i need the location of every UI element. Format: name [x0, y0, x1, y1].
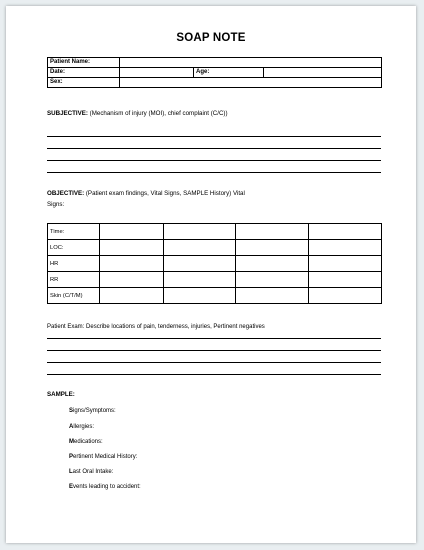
sample-item-letter: S [69, 408, 74, 414]
document-page [6, 6, 416, 543]
vitals-cell[interactable] [164, 288, 236, 304]
sample-item-text: ast Oral Intake: [72, 469, 114, 475]
vitals-cell[interactable] [164, 240, 236, 256]
vitals-cell[interactable] [236, 240, 309, 256]
patient-name-field[interactable] [120, 58, 382, 68]
sample-item-text: edications: [74, 439, 103, 445]
vitals-cell[interactable] [164, 224, 236, 240]
sample-letter: S [47, 391, 52, 398]
patient-exam-label: Patient Exam: Describe locations of pain, tenderness, injuries, Pertinent negatives [47, 324, 265, 330]
document-title: SOAP NOTE [176, 32, 246, 44]
vitals-cell[interactable] [164, 256, 236, 272]
vitals-row-label: Skin (C/T/M) [48, 288, 100, 304]
patient-exam-line[interactable] [47, 362, 381, 363]
sample-item-letter: M [69, 439, 74, 445]
age-label: Age: [194, 68, 264, 78]
sample-item-text: ertinent Medical History: [73, 454, 138, 460]
patient-exam-line[interactable] [47, 338, 381, 339]
objective-description-line2: Signs: [47, 201, 65, 208]
sample-item-letter: A [69, 424, 74, 430]
vitals-row [48, 256, 382, 272]
patient-name-label: Patient Name: [48, 58, 120, 68]
sample-item-letter: L [69, 469, 73, 475]
patient-info-table [47, 57, 382, 88]
vitals-cell[interactable] [100, 256, 164, 272]
vitals-cell[interactable] [309, 272, 382, 288]
vitals-cell[interactable] [236, 272, 309, 288]
subjective-letter: S [47, 110, 52, 117]
vitals-cell[interactable] [309, 288, 382, 304]
vitals-cell[interactable] [100, 240, 164, 256]
sex-label: Sex: [48, 78, 120, 88]
sample-item-text: vents leading to accident: [73, 484, 141, 490]
vitals-cell[interactable] [309, 240, 382, 256]
subjective-heading-rest: UBJECTIVE: [51, 110, 88, 117]
objective-description: (Patient exam findings, Vital Signs, SAMPLE History) Vital [85, 190, 245, 197]
sex-field[interactable] [120, 78, 382, 88]
age-field[interactable] [264, 68, 382, 78]
sample-item-text: llergies: [73, 424, 95, 430]
sample-item-letter: P [69, 454, 74, 460]
patient-exam-line[interactable] [47, 374, 381, 375]
sample-item-letter: E [69, 484, 74, 490]
subjective-heading [47, 110, 228, 117]
vitals-cell[interactable] [100, 224, 164, 240]
vitals-row-label: Time: [48, 224, 100, 240]
vitals-cell[interactable] [309, 256, 382, 272]
date-label: Date: [48, 68, 120, 78]
patient-exam-line[interactable] [47, 350, 381, 351]
sample-item-text: igns/Symptoms: [73, 408, 116, 414]
vitals-row-label: RR [48, 272, 100, 288]
sample-item-signs-symptoms[interactable] [69, 408, 116, 414]
subjective-line[interactable] [47, 172, 381, 173]
vitals-cell[interactable] [164, 272, 236, 288]
sample-item-events[interactable] [69, 484, 141, 490]
subjective-line[interactable] [47, 148, 381, 149]
sample-item-medical-history[interactable] [69, 454, 137, 460]
sample-item-allergies[interactable] [69, 424, 94, 430]
vitals-cell[interactable] [236, 288, 309, 304]
sample-heading [47, 391, 75, 398]
vitals-row-label: HR [48, 256, 100, 272]
vitals-cell[interactable] [309, 224, 382, 240]
vitals-row [48, 288, 382, 304]
date-field[interactable] [120, 68, 194, 78]
vitals-cell[interactable] [100, 288, 164, 304]
vitals-row [48, 272, 382, 288]
vitals-cell[interactable] [236, 256, 309, 272]
subjective-description: (Mechanism of injury (MOI), chief complaint (C/C)) [89, 110, 228, 117]
vitals-cell[interactable] [236, 224, 309, 240]
vital-signs-table [47, 223, 382, 304]
vitals-row-label: LOC: [48, 240, 100, 256]
subjective-line[interactable] [47, 136, 381, 137]
vitals-cell[interactable] [100, 272, 164, 288]
objective-heading-label: OBJECTIVE: [47, 190, 85, 197]
objective-heading [47, 190, 245, 197]
subjective-line[interactable] [47, 160, 381, 161]
vitals-row [48, 240, 382, 256]
sample-item-medications[interactable] [69, 439, 103, 445]
sample-item-last-oral-intake[interactable] [69, 469, 113, 475]
vitals-row [48, 224, 382, 240]
sample-heading-rest: AMPLE: [51, 391, 75, 398]
